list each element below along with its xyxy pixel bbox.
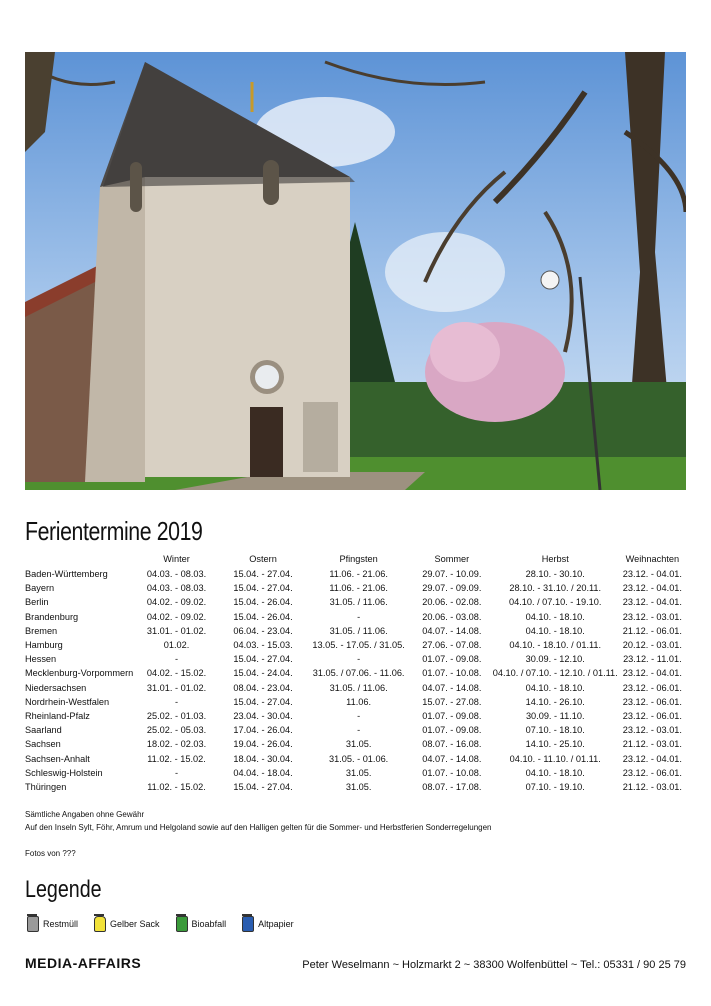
legend-label: Restmüll — [43, 919, 79, 929]
state-name: Hamburg — [25, 640, 63, 651]
legend — [27, 916, 294, 932]
holiday-cell: 23.12. - 04.01. — [622, 597, 682, 608]
table-row — [25, 723, 687, 737]
holiday-cell: 04.10. / 07.10. - 19.10. — [508, 597, 602, 608]
holiday-cell: 23.12. - 06.01. — [622, 711, 682, 722]
holiday-cell: 31.05. / 11.06. — [329, 597, 388, 608]
holiday-cell: 01.07. - 10.08. — [422, 767, 482, 778]
holiday-cell: 15.04. - 27.04. — [233, 569, 293, 579]
holiday-cell: 20.12. - 03.01. — [622, 640, 682, 651]
holiday-cell: 28.10. - 30.10. — [525, 569, 585, 579]
table-header-row — [25, 551, 687, 567]
holiday-cell: - — [174, 654, 179, 665]
table-row — [25, 610, 687, 624]
holiday-cell: 25.02. - 05.03. — [146, 725, 207, 736]
holiday-cell: 17.04. - 26.04. — [233, 725, 293, 736]
holiday-cell: 23.12. - 06.01. — [622, 682, 682, 693]
holiday-cell: - — [357, 654, 361, 665]
holiday-cell: 31.05. / 11.06. — [329, 625, 388, 636]
holiday-cell: 04.03. - 08.03. — [146, 569, 207, 579]
holiday-cell: 11.02. - 15.02. — [147, 753, 206, 764]
holiday-cell: 31.05. - 01.06. — [328, 753, 389, 764]
holiday-cell: 15.07. - 27.08. — [422, 696, 482, 707]
state-name: Thüringen — [25, 782, 67, 793]
holiday-cell: 13.05. - 17.05. / 31.05. — [312, 640, 405, 651]
holiday-cell: 04.03. - 08.03. — [146, 583, 207, 594]
table-row — [25, 766, 687, 780]
photo-credit: Fotos von ??? — [25, 849, 76, 858]
church-photo — [25, 52, 686, 490]
holiday-cell: - — [174, 767, 179, 778]
holiday-cell: 11.02. - 15.02. — [147, 782, 206, 793]
holiday-cell: 23.12. - 04.01. — [622, 668, 682, 679]
holiday-cell: 15.04. - 27.04. — [233, 782, 293, 793]
holiday-cell: 01.07. - 09.08. — [422, 711, 482, 722]
footer-address: Peter Weselmann ~ Holzmarkt 2 ~ 38300 Wolfenbüttel ~ Tel.: 05331 / 90 25 79 — [302, 959, 686, 971]
holiday-cell: 15.04. - 26.04. — [233, 611, 293, 622]
holiday-cell: 30.09. - 11.10. — [525, 711, 585, 722]
table-row — [25, 695, 687, 709]
holiday-cell: 04.10. - 18.10. — [525, 611, 585, 622]
yellow-bag-icon — [94, 916, 106, 932]
holiday-cell: 23.12. - 06.01. — [622, 767, 682, 778]
column-header: Ostern — [249, 553, 277, 564]
holiday-cell: 31.05. — [345, 739, 372, 750]
holiday-cell: 23.12. - 06.01. — [622, 696, 682, 707]
holiday-cell: 30.09. - 12.10. — [525, 654, 585, 665]
legend-label: Altpapier — [258, 919, 294, 929]
holiday-cell: 23.12. - 04.01. — [622, 583, 682, 594]
holiday-cell: 01.07. - 09.08. — [422, 725, 482, 736]
table-row — [25, 681, 687, 695]
table-row — [25, 638, 687, 652]
trash-bin-icon — [27, 916, 39, 932]
holiday-cell: 14.10. - 26.10. — [525, 696, 585, 707]
holiday-cell: 28.10. - 31.10. / 20.11. — [509, 583, 602, 594]
holiday-cell: 07.10. - 19.10. — [525, 782, 585, 793]
holiday-cell: 08.07. - 16.08. — [422, 739, 482, 750]
holiday-cell: 01.07. - 10.08. — [422, 668, 482, 679]
state-name: Sachsen-Anhalt — [25, 753, 90, 764]
holiday-cell: 29.07. - 09.09. — [422, 583, 482, 594]
holiday-cell: 15.04. - 27.04. — [233, 696, 293, 707]
holiday-cell: 04.04. - 18.04. — [233, 767, 293, 778]
holiday-cell: 27.06. - 07.08. — [422, 640, 482, 651]
holiday-cell: 21.12. - 03.01. — [622, 782, 682, 793]
holiday-cell: 04.10. - 11.10. / 01.11. — [509, 753, 601, 764]
table-row — [25, 737, 687, 751]
holiday-cell: 23.12. - 03.01. — [622, 725, 682, 736]
holiday-cell: 29.07. - 10.09. — [422, 569, 482, 579]
holiday-cell: 15.04. - 24.04. — [233, 668, 293, 679]
holiday-cell: 07.10. - 18.10. — [525, 725, 585, 736]
legend-item — [94, 916, 160, 932]
holiday-cell: - — [357, 725, 361, 736]
legend-title: Legende — [25, 876, 102, 903]
state-name: Sachsen — [25, 739, 61, 750]
table-row — [25, 624, 687, 638]
holiday-cell: 11.06. - 21.06. — [329, 569, 388, 579]
holiday-cell: 04.07. - 14.08. — [422, 682, 482, 693]
holiday-cell: 23.04. - 30.04. — [233, 711, 293, 722]
holiday-cell: 04.10. - 18.10. — [525, 625, 585, 636]
holiday-cell: 23.12. - 04.01. — [622, 569, 682, 579]
holiday-cell: 19.04. - 26.04. — [233, 739, 293, 750]
legend-item — [242, 916, 294, 932]
state-name: Mecklenburg-Vorpommern — [25, 668, 134, 679]
holiday-cell: 31.01. - 01.02. — [146, 682, 207, 693]
holiday-cell: 31.05. / 11.06. — [329, 682, 388, 693]
state-name: Niedersachsen — [25, 682, 87, 693]
holiday-cell: 01.07. - 09.08. — [422, 654, 482, 665]
holiday-cell: 04.02. - 15.02. — [146, 668, 207, 679]
holiday-cell: 04.10. - 18.10. / 01.11. — [509, 640, 602, 651]
holiday-cell: 04.07. - 14.08. — [422, 625, 482, 636]
holiday-cell: 15.04. - 27.04. — [233, 583, 293, 594]
company-logo: MEDIA-AFFAIRS — [25, 955, 142, 971]
holiday-cell: 31.05. — [345, 767, 372, 778]
holiday-cell: - — [357, 611, 361, 622]
disclaimer-note: Sämtliche Angaben ohne Gewähr — [25, 810, 145, 819]
holiday-cell: 20.06. - 02.08. — [422, 597, 482, 608]
column-header — [25, 551, 133, 567]
holiday-cell: 08.07. - 17.08. — [422, 782, 482, 793]
column-header: Herbst — [541, 553, 569, 564]
holiday-cell: 11.06. — [346, 696, 372, 707]
table-row — [25, 652, 687, 666]
holiday-cell: 31.01. - 01.02. — [146, 625, 207, 636]
table-row — [25, 709, 687, 723]
holiday-cell: 15.04. - 27.04. — [233, 654, 293, 665]
holiday-cell: 08.04. - 23.04. — [233, 682, 293, 693]
holiday-cell: - — [174, 696, 179, 707]
table-row — [25, 595, 687, 609]
holiday-cell: 15.04. - 26.04. — [233, 597, 293, 608]
holiday-cell: 04.07. - 14.08. — [422, 753, 482, 764]
state-name: Berlin — [25, 597, 49, 608]
state-name: Saarland — [25, 725, 62, 736]
holiday-cell: 04.02. - 09.02. — [146, 597, 207, 608]
islands-note: Auf den Inseln Sylt, Föhr, Amrum und Helgoland sowie auf den Halligen gelten für die Sommer- und Herbstferien Sonderregelungen — [25, 823, 492, 832]
holiday-cell: 18.02. - 02.03. — [146, 739, 207, 750]
holiday-cell: 21.12. - 03.01. — [622, 739, 682, 750]
state-name: Brandenburg — [25, 611, 79, 622]
paper-bin-icon — [242, 916, 254, 932]
holiday-cell: 04.03. - 15.03. — [233, 640, 293, 651]
holiday-cell: 23.12. - 11.01. — [623, 654, 682, 665]
holiday-cell: 04.10. - 18.10. — [525, 682, 585, 693]
church-illustration — [25, 52, 686, 490]
holiday-cell: 21.12. - 06.01. — [622, 625, 682, 636]
holiday-cell: 14.10. - 25.10. — [525, 739, 585, 750]
table-row — [25, 666, 687, 680]
column-header: Winter — [163, 553, 190, 564]
page-title: Ferientermine 2019 — [25, 516, 203, 546]
holiday-cell: 31.05. — [345, 782, 372, 793]
column-header: Sommer — [434, 553, 470, 564]
holiday-cell: 01.02. — [163, 640, 190, 651]
holiday-cell: - — [357, 711, 361, 722]
holiday-cell: 04.10. - 18.10. — [525, 767, 585, 778]
table-row — [25, 780, 687, 794]
legend-label: Gelber Sack — [110, 919, 160, 929]
holiday-cell: 23.12. - 04.01. — [622, 753, 682, 764]
table-row — [25, 752, 687, 766]
legend-item — [176, 916, 227, 932]
state-name: Bremen — [25, 625, 58, 636]
state-name: Bayern — [25, 583, 55, 594]
table-row — [25, 567, 687, 581]
state-name: Rheinland-Pfalz — [25, 711, 90, 722]
state-name: Hessen — [25, 654, 57, 665]
table-body — [25, 567, 687, 794]
holiday-cell: 11.06. - 21.06. — [329, 583, 388, 594]
holiday-cell: 06.04. - 23.04. — [233, 625, 293, 636]
holiday-table — [25, 551, 687, 794]
holiday-cell: 04.02. - 09.02. — [146, 611, 207, 622]
column-header: Weihnachten — [625, 553, 680, 564]
holiday-cell: 04.10. / 07.10. - 12.10. / 01.11. — [492, 668, 618, 679]
holiday-cell: 31.05. / 07.06. - 11.06. — [312, 668, 405, 679]
legend-label: Bioabfall — [191, 919, 227, 929]
holiday-cell: 23.12. - 03.01. — [622, 611, 682, 622]
state-name: Schleswig-Holstein — [25, 767, 103, 778]
holiday-cell: 18.04. - 30.04. — [233, 753, 293, 764]
table-row — [25, 581, 687, 595]
state-name: Baden-Württemberg — [25, 569, 108, 579]
bio-bin-icon — [176, 916, 188, 932]
column-header: Pfingsten — [339, 553, 378, 564]
holiday-cell: 20.06. - 03.08. — [422, 611, 482, 622]
state-name: Nordrhein-Westfalen — [25, 696, 110, 707]
holiday-cell: 25.02. - 01.03. — [146, 711, 207, 722]
legend-item — [27, 916, 78, 932]
